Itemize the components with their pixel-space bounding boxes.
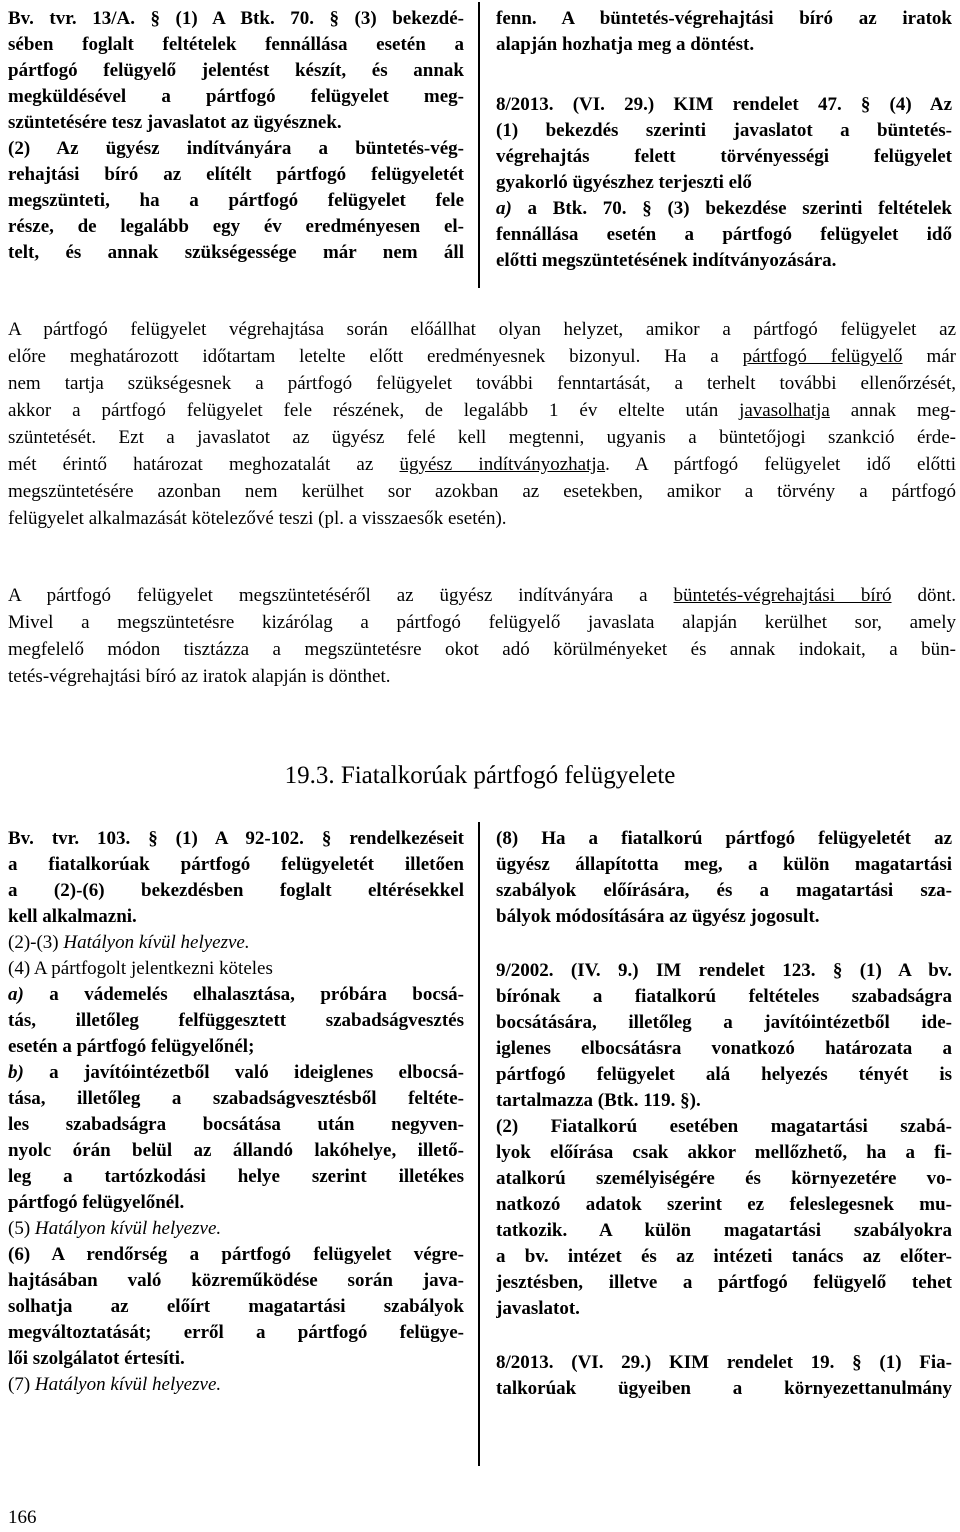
page-number: 166 xyxy=(8,1507,37,1528)
text-run: nem tartja szükségesnek a pártfogó felügyelet további fenntartását, a terhelt további ellenőrzését, xyxy=(8,373,956,394)
text-line xyxy=(496,1218,952,1244)
text-run: telt, és annak szükségessége már nem áll xyxy=(8,242,464,263)
text-run: solhatja az előírt magatartási szabályok xyxy=(8,1296,464,1317)
text-line xyxy=(8,478,956,505)
text-line xyxy=(8,609,956,636)
text-line xyxy=(496,32,952,58)
text-run: bocsátására, illetőleg a javítóintézetből ide- xyxy=(496,1012,952,1033)
text-line xyxy=(8,663,956,690)
text-run: előtti megszüntetésének indítványozására. xyxy=(496,250,837,271)
text-run: tartalmazza (Btk. 119. §). xyxy=(496,1090,701,1111)
text-run: natkozó adatok szerint ez feleslegesnek mu- xyxy=(496,1194,952,1215)
text-run: bályok módosítására az ügyész jogosult. xyxy=(496,906,820,927)
section-title: 19.3. Fiatalkorúak pártfogó felügyelete xyxy=(284,762,676,789)
text-line xyxy=(8,451,956,478)
text-line xyxy=(496,222,952,248)
text-run: (5) xyxy=(8,1218,35,1239)
bottom-column-divider xyxy=(478,822,480,1466)
text-line xyxy=(8,505,956,532)
text-line xyxy=(8,956,464,982)
text-run: ügyész indítványozhatja xyxy=(399,454,606,475)
text-run: Mivel a megszüntetésre kizárólag a pártfogó felügyelő javaslata alapján kerülhet sor, amely xyxy=(8,612,956,633)
top-column-divider xyxy=(478,2,480,288)
text-run: jesztésben, illetve a pártfogó felügyelő tehet xyxy=(496,1272,952,1293)
text-line xyxy=(8,1242,464,1268)
text-run: pártfogó felügyelőnél. xyxy=(8,1192,185,1213)
text-run: a bv. intézet és az intézeti tanács az előter- xyxy=(496,1246,952,1267)
text-run: előre meghatározott időtartam letelte előtt eredményesnek bizonyul. Ha a xyxy=(8,346,743,367)
text-line xyxy=(496,878,952,904)
text-line xyxy=(8,930,464,956)
text-line xyxy=(496,6,952,32)
text-run: Bv. tvr. 103. § (1) A 92-102. § rendelkezéseit xyxy=(8,828,464,849)
text-run: 8/2013. (VI. 29.) KIM rendelet 47. § (4) Az xyxy=(496,94,952,115)
text-run: A pártfogó felügyelet megszüntetéséről az ügyész indítványára a xyxy=(8,585,674,606)
text-run: lyok előírása csak akkor mellőzhető, ha a fi- xyxy=(496,1142,952,1163)
text-run: megváltoztatását; erről a pártfogó felügye- xyxy=(8,1322,464,1343)
text-run: része, de legalább egy év eredményesen el- xyxy=(8,216,464,237)
text-run: a) xyxy=(8,984,24,1005)
text-line xyxy=(8,1138,464,1164)
text-line xyxy=(8,1034,464,1060)
text-line xyxy=(8,397,956,424)
text-run: nyolc órán belül az állandó lakóhelye, illető- xyxy=(8,1140,464,1161)
text-line xyxy=(8,1268,464,1294)
text-run: pártfogó felügyelő jelentést készít, és annak xyxy=(8,60,464,81)
text-run: a javítóintézetből való ideiglenes elbocsá- xyxy=(23,1062,464,1083)
text-line xyxy=(8,852,464,878)
text-line xyxy=(496,92,952,118)
text-run: talkorúak ügyeiben a környezettanulmány xyxy=(496,1378,952,1399)
text-run: tás, illetőleg felfüggesztett szabadságvesztés xyxy=(8,1010,464,1031)
text-line xyxy=(8,188,464,214)
text-line xyxy=(8,6,464,32)
text-line xyxy=(8,1164,464,1190)
text-line xyxy=(496,1010,952,1036)
text-run: . A pártfogó felügyelet idő előtti xyxy=(605,454,956,475)
text-run: megfelelő módon tisztázza a megszüntetésre okot adó körülményeket és annak indokait, a bün- xyxy=(8,639,956,660)
text-run: lői szolgálatot értesíti. xyxy=(8,1348,185,1369)
text-line xyxy=(8,424,956,451)
text-run: fennállása esetén a pártfogó felügyelet idő xyxy=(496,224,952,245)
text-line xyxy=(496,1088,952,1114)
text-line xyxy=(8,136,464,162)
text-line xyxy=(8,1112,464,1138)
text-run: gyakorló ügyészhez terjeszti elő xyxy=(496,172,752,193)
text-run: Hatályon kívül helyezve. xyxy=(34,1218,222,1239)
text-run: a fiatalkorúak pártfogó felügyeletét illetően xyxy=(8,854,464,875)
text-run: (2) Fiatalkorú esetében magatartási szabá- xyxy=(496,1116,952,1137)
text-run: A pártfogó felügyelet végrehajtása során előállhat olyan helyzet, amikor a pártfogó felügyelet az xyxy=(8,319,956,340)
text-line xyxy=(8,1190,464,1216)
text-line xyxy=(8,878,464,904)
text-run: (4) A pártfogolt jelentkezni köteles xyxy=(8,958,273,979)
text-run: Hatályon kívül helyezve. xyxy=(63,932,250,953)
text-line xyxy=(496,826,952,852)
text-run: 9/2002. (IV. 9.) IM rendelet 123. § (1) A bv. xyxy=(496,960,952,981)
text-run: dönt. xyxy=(891,585,956,606)
text-line xyxy=(496,1192,952,1218)
text-run: szüntetésére tesz javaslatot az ügyésznek. xyxy=(8,112,342,133)
text-line xyxy=(496,144,952,170)
text-line xyxy=(496,1376,952,1402)
text-run: végrehajtás felett törvényességi felügyelet xyxy=(496,146,952,167)
text-run: szabályok előírására, és a magatartási sza- xyxy=(496,880,952,901)
text-line xyxy=(496,984,952,1010)
text-run: bírónak a fiatalkorú feltételes szabadságra xyxy=(496,986,952,1007)
text-line xyxy=(8,826,464,852)
text-run: iglenes elbocsátásra vonatkozó határozata a xyxy=(496,1038,952,1059)
text-line xyxy=(8,1086,464,1112)
text-line xyxy=(496,1140,952,1166)
text-run: már xyxy=(902,346,956,367)
text-run: sében foglalt feltételek fennállása esetén a xyxy=(8,34,464,55)
text-line xyxy=(8,582,956,609)
text-line xyxy=(496,1244,952,1270)
text-line xyxy=(496,1270,952,1296)
text-line xyxy=(496,1296,952,1322)
text-line xyxy=(8,316,956,343)
text-run: alapján hozhatja meg a döntést. xyxy=(496,34,755,55)
text-line xyxy=(496,1036,952,1062)
text-run: kell alkalmazni. xyxy=(8,906,137,927)
text-line xyxy=(8,162,464,188)
text-line xyxy=(496,1062,952,1088)
text-run: (6) A rendőrség a pártfogó felügyelet végre- xyxy=(8,1244,464,1265)
text-run: (8) Ha a fiatalkorú pártfogó felügyeletét az xyxy=(496,828,952,849)
text-line xyxy=(496,118,952,144)
text-run: (1) bekezdés szerinti javaslatot a büntetés- xyxy=(496,120,952,141)
text-run: leg a tartózkodási helye szerint illetékes xyxy=(8,1166,464,1187)
text-line xyxy=(8,240,464,266)
text-line xyxy=(8,32,464,58)
text-line xyxy=(496,1114,952,1140)
text-run: tatkozik. A külön magatartási szabályokra xyxy=(496,1220,952,1241)
text-run: rehajtási bíró az elítélt pártfogó felügyeletét xyxy=(8,164,464,185)
text-run: javaslatot. xyxy=(496,1298,580,1319)
text-line xyxy=(8,1216,464,1242)
text-run: a Btk. 70. § (3) bekezdése szerinti feltételek xyxy=(511,198,952,219)
text-run: les szabadságra bocsátása után negyven- xyxy=(8,1114,464,1135)
text-line xyxy=(8,370,956,397)
text-line xyxy=(8,982,464,1008)
text-line xyxy=(496,958,952,984)
text-run: pártfogó felügyelő xyxy=(742,346,903,367)
text-line xyxy=(8,58,464,84)
text-run: (2) Az ügyész indítványára a büntetés-vég- xyxy=(8,138,464,159)
text-run: 8/2013. (VI. 29.) KIM rendelet 19. § (1) Fia- xyxy=(496,1352,952,1373)
text-run: (2)-(3) xyxy=(8,932,64,953)
text-run: javasolhatja xyxy=(739,400,830,421)
text-run: megszünteti, ha a pártfogó felügyelet fele xyxy=(8,190,464,211)
text-line xyxy=(8,84,464,110)
text-run: szüntetését. Ezt a javaslatot az ügyész felé kell megtenni, ugyanis a büntetőjogi szankció érde- xyxy=(8,427,956,448)
text-run: akkor a pártfogó felügyelet fele részének, de legalább 1 év eltelte után xyxy=(8,400,740,421)
text-line xyxy=(8,1060,464,1086)
text-line xyxy=(8,343,956,370)
text-run: hajtásában való közreműködése során java- xyxy=(8,1270,464,1291)
text-run: Hatályon kívül helyezve. xyxy=(34,1374,222,1395)
text-line xyxy=(8,904,464,930)
text-run: felügyelet alkalmazását kötelezővé teszi (pl. a visszaesők esetén). xyxy=(8,508,507,529)
text-line xyxy=(8,214,464,240)
text-line xyxy=(8,1008,464,1034)
text-run: a vádemelés elhalasztása, próbára bocsá- xyxy=(23,984,464,1005)
text-line xyxy=(496,852,952,878)
text-line xyxy=(496,196,952,222)
text-run: atalkorú személyiségére és környezetére vo- xyxy=(496,1168,952,1189)
text-run: megszüntetésére azonban nem kerülhet sor azokban az esetekben, amikor a törvény a pártfogó xyxy=(8,481,956,502)
text-line xyxy=(8,636,956,663)
text-line xyxy=(496,904,952,930)
text-run: fenn. A büntetés-végrehajtási bíró az iratok xyxy=(496,8,952,29)
text-run: esetén a pártfogó felügyelőnél; xyxy=(8,1036,255,1057)
text-run: a (2)-(6) bekezdésben foglalt eltérésekkel xyxy=(8,880,464,901)
text-line xyxy=(8,110,464,136)
text-run: mét érintő határozat meghozatalát az xyxy=(8,454,400,475)
text-line xyxy=(496,170,952,196)
text-line xyxy=(8,1372,464,1398)
text-line xyxy=(496,1350,952,1376)
text-run: a) xyxy=(496,198,512,219)
text-run: tetés-végrehajtási bíró az iratok alapján is dönthet. xyxy=(8,666,391,687)
text-run: megküldésével a pártfogó felügyelet meg- xyxy=(8,86,464,107)
text-line xyxy=(8,1320,464,1346)
text-line xyxy=(8,1294,464,1320)
text-run: büntetés-végrehajtási bíró xyxy=(673,585,892,606)
text-run: (7) xyxy=(8,1374,35,1395)
text-run: pártfogó felügyelet alá helyezés tényét is xyxy=(496,1064,952,1085)
text-line xyxy=(496,1166,952,1192)
text-line xyxy=(496,248,952,274)
text-run: tása, illetőleg a szabadságvesztésből feltéte- xyxy=(8,1088,464,1109)
text-run: annak meg- xyxy=(829,400,956,421)
text-run: b) xyxy=(8,1062,24,1083)
text-line xyxy=(8,1346,464,1372)
text-run: ügyész állapította meg, a külön magatartási xyxy=(496,854,952,875)
text-run: Bv. tvr. 13/A. § (1) A Btk. 70. § (3) bekezdé- xyxy=(8,8,464,29)
